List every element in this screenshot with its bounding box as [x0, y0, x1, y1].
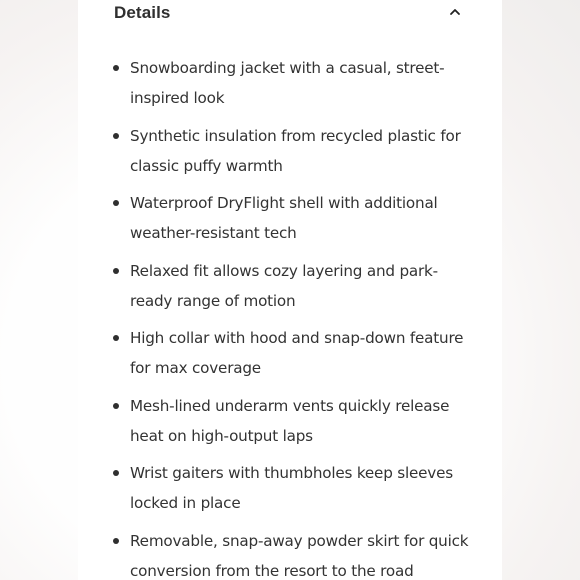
list-item-text: Relaxed fit allows cozy layering and park-ready range of motion [130, 261, 438, 310]
collapse-button[interactable] [446, 3, 464, 21]
list-item-text: High collar with hood and snap-down feature for max coverage [130, 329, 464, 377]
section-title: Details [114, 3, 171, 22]
bullet-dot [113, 538, 119, 544]
list-item-text: Waterproof DryFlight shell with additional weather-resistant tech [130, 194, 438, 242]
details-list [113, 53, 473, 580]
list-item [113, 526, 473, 580]
bullet-dot [113, 200, 119, 206]
bullet-dot [113, 335, 119, 341]
details-header [114, 0, 468, 28]
list-item [113, 53, 473, 113]
list-item [113, 458, 473, 518]
list-item [113, 323, 473, 383]
chevron-up-icon [449, 6, 461, 18]
list-item-text: Removable, snap-away powder skirt for quick conversion from the resort to the road [130, 531, 469, 580]
list-item-text: Snowboarding jacket with a casual, street-inspired look [130, 59, 445, 107]
bullet-dot [113, 268, 119, 274]
bullet-dot [113, 470, 119, 476]
list-item [113, 391, 473, 451]
list-item [113, 256, 473, 316]
bullet-dot [113, 65, 119, 71]
list-item-text: Mesh-lined underarm vents quickly release heat on high-output laps [130, 396, 450, 445]
list-item [113, 121, 473, 181]
list-item [113, 188, 473, 248]
list-item-text: Synthetic insulation from recycled plastic for classic puffy warmth [130, 126, 461, 175]
list-item-text: Wrist gaiters with thumbholes keep sleeves locked in place [130, 464, 453, 512]
bullet-dot [113, 133, 119, 139]
bullet-dot [113, 403, 119, 409]
